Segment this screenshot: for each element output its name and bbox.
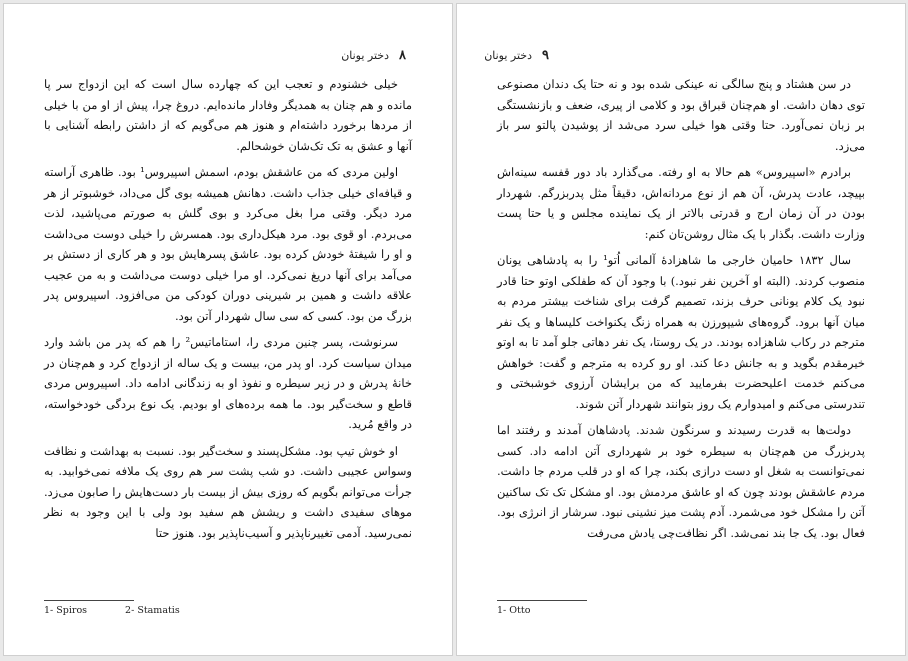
left-paragraph-3: سرنوشت، پسر چنین مردی را، استاماتیس² را هم که پدر من باشد وارد میدان سیاست کرد. او پدر من، بیست و یک ساله از ازدواج کرد و هم‌چنان در خانهٔ پدرش و در زیر سیطره و نفوذ او به زندگانی ادامه داد. اسپیروس مردی قاطع و سخت‌گیر بود. ما همه برده‌های او بودیم. یک نوع بردگی خودخواسته، در واقع مُرید. — [44, 335, 412, 431]
right-footnote-rule — [497, 600, 587, 601]
left-footnote-rule — [44, 600, 134, 601]
right-running-head — [484, 48, 549, 63]
right-text-column — [497, 74, 865, 549]
right-page — [456, 3, 906, 656]
left-page — [3, 3, 453, 656]
left-footnotes — [44, 605, 180, 616]
left-footnote-1: 1- Spiros — [44, 605, 88, 616]
right-running-title: دختر یونان — [484, 49, 533, 62]
left-running-head — [341, 48, 406, 63]
right-footnotes — [497, 605, 530, 616]
right-paragraph-2: برادرم «اسپیروس» هم حالا به او رفته. می‌گذارد باد دور قفسه سینه‌اش بپیچد، عادت پدرش، آن هم از نوع مردانه‌اش، دقیقاً مثل پدربزرگم. شهردار بودن در آن زمان ارج و قدرتی بالاتر از یک نماینده مجلس و یا حتا پست وزارت داشت. بگذار با یک مثال روشن‌تان کنم: — [497, 165, 865, 241]
right-footnote-1: 1- Otto — [497, 605, 531, 616]
left-footnote-2: 2- Stamatis — [125, 605, 180, 616]
left-paragraph-4: او خوش تیپ بود. مشکل‌پسند و سخت‌گیر بود. نسبت به بهداشت و نظافت وسواس عجیبی داشت. دو شب پشت سر هم روی یک ملافه نمی‌خوابید. به جرأت می‌توانم بگویم که روزی بیش از بیست بار دست‌هایش را صابون می‌زد. موهای سفیدی داشت و ریشش هم سفید بود ولی با این وجود به نظر نمی‌رسید. آدمی تغییرناپذیر و آسیب‌ناپذیر بود. هنوز حتا — [44, 443, 412, 540]
left-running-title: دختر یونان — [341, 49, 390, 62]
left-paragraph-1: خیلی خشنودم و تعجب این که چهارده سال است که این ازدواج سر پا مانده و هم چنان به همدیگر وفادار مانده‌ایم. دروغ چرا، پیش از او من با خیلی از مردها برخورد داشته‌ام و هنوز هم می‌گویم که از داشتن رابطه آشنایی با آنها و عشق به تک تک‌شان خوشحالم. — [44, 77, 412, 153]
right-paragraph-4: دولت‌ها به قدرت رسیدند و سرنگون شدند. پادشاهان آمدند و رفتند اما پدربزرگ من هم‌چنان به سیطره خود بر شهرداری آتن ادامه داد. کسی نمی‌توانست به شغل او دست درازی بکند، چرا که او در قلب مردم جا داشت. مردم عاشقش بودند چون که او عاشق مردمش بود. او مشکل تک تک ساکنین آتن را مشکل خود می‌شمرد. آدم پشت میز نشینی نبود. سرشار از انرژی بود. فعال بود. یک جا بند نمی‌شد. اگر نظافت‌چی یادش می‌رفت — [497, 423, 865, 540]
right-paragraph-3: سال ۱۸۳۲ حامیان خارجی ما شاهزادهٔ آلمانی اُتو¹ را به پادشاهی یونان منصوب کردند. (البته او آخرین نفر نبود.) با وجود آن که طفلکی اوتو حتا قادر نبود یک کلام یونانی حرف بزند، تصمیم گرفت برای شناخت بیشتر مردم به میان آنها برود. گروه‌های شیپورزن به همراه زنگ یکنواخت کلیساها و یک نفر مترجم در رکاب شاهزاده بودند. در یک روستا، یک نفر دهاتی جلو آمد تا به اوتو خیرمقدم بگوید و به جانش دعا کند. او رو کرده به مترجم و گفت: خواهش می‌کنم خدمت اعلیحضرت بفرمایید که من برایشان آرزوی خوشبختی و تندرستی می‌کنم و امیدوارم یک روز بتوانند شهردار آتن شوند. — [497, 253, 865, 411]
left-text-column — [44, 74, 412, 549]
right-paragraph-1: در سن هشتاد و پنج سالگی نه عینکی شده بود و نه حتا یک دندان مصنوعی توی دهان داشت. او هم‌چنان قبراق بود و کلامی از پیری، ضعف و بازنشستگی بر زبان نمی‌آورد. حتا وقتی هوا خیلی سرد می‌شد از پوشیدن پالتو سر باز می‌زد. — [497, 77, 865, 153]
left-page-number: ۸ — [399, 48, 406, 63]
right-page-number: ۹ — [542, 48, 549, 63]
left-paragraph-2: اولین مردی که من عاشقش بودم، اسمش اسپیروس¹ بود. ظاهری آراسته و قیافه‌ای خیلی جذاب داشت. دهانش همیشه بوی گل می‌داد، خوشبوتر از هر مرد دیگر. وقتی مرا بغل می‌کرد و بوی گلش به صورتم می‌پاشید، لذت می‌بردم. او قوی بود. مرد هیکل‌داری بود. همسرش را خیلی دوست می‌داشت و او را شیفتهٔ خودش کرده بود. عاشق پسرهایش بود و هر کاری از دستش بر می‌آمد برای آنها دریغ نمی‌کرد. او مرا خیلی دوست می‌داشت و به من عجیب علاقه داشت و همین بر شیرینی دوران کودکی من می‌افزود. اسپیروس پدر بزرگ من بود. کسی که سی سال شهردار آتن بود. — [44, 165, 412, 323]
